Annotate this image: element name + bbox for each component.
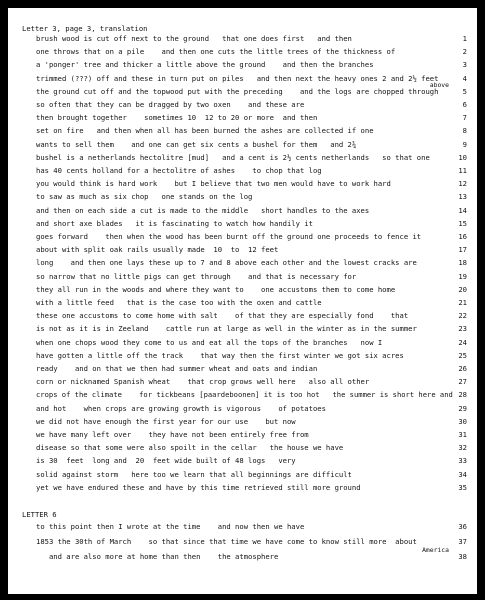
text-line <box>36 151 471 164</box>
line-text: solid against storm here too we learn that all beginnings are difficult <box>36 469 352 479</box>
line-number: 9 <box>462 139 467 149</box>
text-line <box>36 138 471 151</box>
text-line <box>36 468 471 481</box>
line-number: 21 <box>458 298 467 307</box>
line-number: 37 <box>458 537 467 546</box>
text-line <box>36 124 471 137</box>
page-title: Letter 3, page 3, translation <box>22 24 148 33</box>
line-text: yet we have endured these and have by this time retrieved still more ground <box>36 482 361 492</box>
text-line <box>36 388 471 401</box>
line-text: has 40 cents holland for a hectolitre of ashes to chop that log <box>36 166 322 175</box>
line-number: 8 <box>462 126 467 136</box>
line-text: you would think is hard work but I believe that two men would have to work hard <box>36 179 391 189</box>
text-line <box>36 546 471 563</box>
line-text: trimmed (???) off and these in turn put on piles and then next the heavy ones 2 and 2½ feet <box>36 73 439 83</box>
line-number: 14 <box>458 205 467 215</box>
line-text: we have many left over they have not been entirely free from <box>36 430 309 439</box>
line-number: 35 <box>458 482 467 492</box>
interlinear-insertion: America <box>422 546 449 554</box>
line-number: 1 <box>462 34 467 43</box>
line-number: 29 <box>458 403 467 413</box>
text-line <box>36 349 471 362</box>
line-text: disease so that some were also spoilt in the cellar the house we have <box>36 443 344 453</box>
line-number: 24 <box>458 337 467 347</box>
text-line <box>36 454 471 467</box>
text-line <box>36 177 471 190</box>
text-line <box>36 98 471 111</box>
text-line <box>36 362 471 375</box>
line-number: 27 <box>458 377 467 387</box>
line-text: a 'ponger' tree and thicker a little above the ground and then the branches <box>36 60 374 70</box>
text-line <box>36 256 471 269</box>
line-number: 2 <box>462 47 467 57</box>
letter-6-heading: LETTER 6 <box>22 510 57 519</box>
interlinear-insertion: above <box>429 80 449 89</box>
text-line <box>36 45 471 58</box>
line-text: brush wood is cut off next to the ground that one does first and then <box>36 34 352 43</box>
document-page <box>8 8 477 594</box>
line-number: 20 <box>458 284 467 294</box>
text-line <box>36 283 471 296</box>
line-text: and hot when crops are growing growth is vigorous of potatoes <box>36 403 326 413</box>
text-line <box>36 441 471 454</box>
text-line <box>36 111 471 124</box>
line-number: 13 <box>458 192 467 202</box>
line-number: 22 <box>458 311 467 321</box>
line-text: corn or nicknamed Spanish wheat that crop grows well here also all other <box>36 377 370 387</box>
text-line <box>36 428 471 441</box>
text-line <box>36 535 471 548</box>
text-line <box>36 415 471 428</box>
line-text: one throws that on a pile and then one cuts the little trees of the thickness of <box>36 47 396 57</box>
line-number: 34 <box>458 469 467 479</box>
text-line <box>36 230 471 243</box>
text-line <box>36 164 471 177</box>
line-text: to this point then I wrote at the time and now then we have <box>36 522 305 531</box>
text-line <box>36 190 471 203</box>
text-line <box>36 309 471 322</box>
line-number: 15 <box>458 218 467 228</box>
text-line <box>36 375 471 388</box>
line-text: 1853 the 30th of March so that since that time we have come to know still more about <box>36 537 417 546</box>
line-text: about with split oak rails usually made 10 to 12 feet <box>36 245 279 255</box>
text-line <box>36 322 471 335</box>
line-text: so narrow that no little pigs can get through and that is necessary for <box>36 271 357 281</box>
line-number: 30 <box>458 416 467 426</box>
line-number: 17 <box>458 245 467 255</box>
line-number: 19 <box>458 271 467 281</box>
line-text: these one accustoms to come home with salt of that they are especially fond that <box>36 311 409 321</box>
line-text: have gotten a little off the track that way then the first winter we got six acres <box>36 350 404 360</box>
line-text: long and then one lays these up to 7 and 8 above each other and the lowest cracks are <box>36 258 417 268</box>
line-number: 12 <box>458 179 467 189</box>
text-line <box>36 58 471 71</box>
text-line <box>36 80 471 98</box>
text-line <box>36 72 471 85</box>
line-number: 23 <box>458 324 467 334</box>
line-number: 18 <box>458 258 467 268</box>
text-line <box>36 217 471 230</box>
text-line <box>36 402 471 415</box>
line-number: 16 <box>458 232 467 241</box>
line-number: 28 <box>458 390 467 400</box>
line-number: 31 <box>458 430 467 439</box>
line-number: 5 <box>462 86 467 96</box>
line-number: 38 <box>458 552 467 561</box>
text-line <box>36 296 471 309</box>
text-line <box>36 481 471 494</box>
line-number: 3 <box>462 60 467 70</box>
line-text: the ground cut off and the topwood put with the preceding and the logs are chopped through <box>36 86 439 96</box>
line-text: set on fire and then when all has been burned the ashes are collected if one <box>36 126 374 136</box>
line-text: so often that they can be dragged by two oxen and these are <box>36 100 305 109</box>
line-number: 32 <box>458 443 467 453</box>
line-number: 6 <box>462 100 467 109</box>
line-number: 26 <box>458 364 467 373</box>
line-number: 7 <box>462 113 467 123</box>
line-text: ready and on that we then had summer wheat and oats and indian <box>36 364 318 373</box>
text-line <box>36 270 471 283</box>
line-number: 33 <box>458 456 467 466</box>
line-text: they all run in the woods and where they want to one accustoms them to come home <box>36 284 396 294</box>
text-line <box>36 243 471 256</box>
line-number: 4 <box>462 73 467 83</box>
line-text: crops of the climate for tickbeans [paardeboonen] it is too hot the summer is short here and <box>36 390 453 400</box>
line-number: 11 <box>458 166 467 175</box>
line-text: then brought together sometimes 10 12 to 20 or more and then <box>36 113 318 123</box>
line-number: 25 <box>458 350 467 360</box>
text-line <box>36 520 471 533</box>
line-text: is 30 feet long and 20 feet wide built of 48 logs very <box>36 456 296 466</box>
text-line <box>36 336 471 349</box>
line-text: with a little feed that is the case too with the oxen and cattle <box>36 298 322 307</box>
line-text: and then on each side a cut is made to the middle short handles to the axes <box>36 205 370 215</box>
line-text: we did not have enough the first year for our use but now <box>36 416 296 426</box>
line-text: and short axe blades it is fascinating to watch how handily it <box>36 218 313 228</box>
line-text: to saw as much as six chop one stands on the log <box>36 192 253 202</box>
line-text: wants to sell them and one can get six cents a bushel for them and 2¾ <box>36 139 357 149</box>
line-number: 36 <box>458 522 467 531</box>
line-text: when one chops wood they come to us and eat all the tops of the branches now I <box>36 337 383 347</box>
line-text: and are also more at home than then the atmosphere <box>36 552 279 561</box>
line-text: goes forward then when the wood has been burnt off the ground one proceeds to fence it <box>36 232 422 241</box>
line-text: bushel is a netherlands hectolitre [mud] and a cent is 2½ cents netherlands so that one <box>36 152 430 162</box>
text-line <box>36 204 471 217</box>
line-number: 10 <box>458 152 467 162</box>
text-line <box>36 32 471 45</box>
line-text: is not as it is in Zeeland cattle run at large as well in the winter as in the summer <box>36 324 417 334</box>
